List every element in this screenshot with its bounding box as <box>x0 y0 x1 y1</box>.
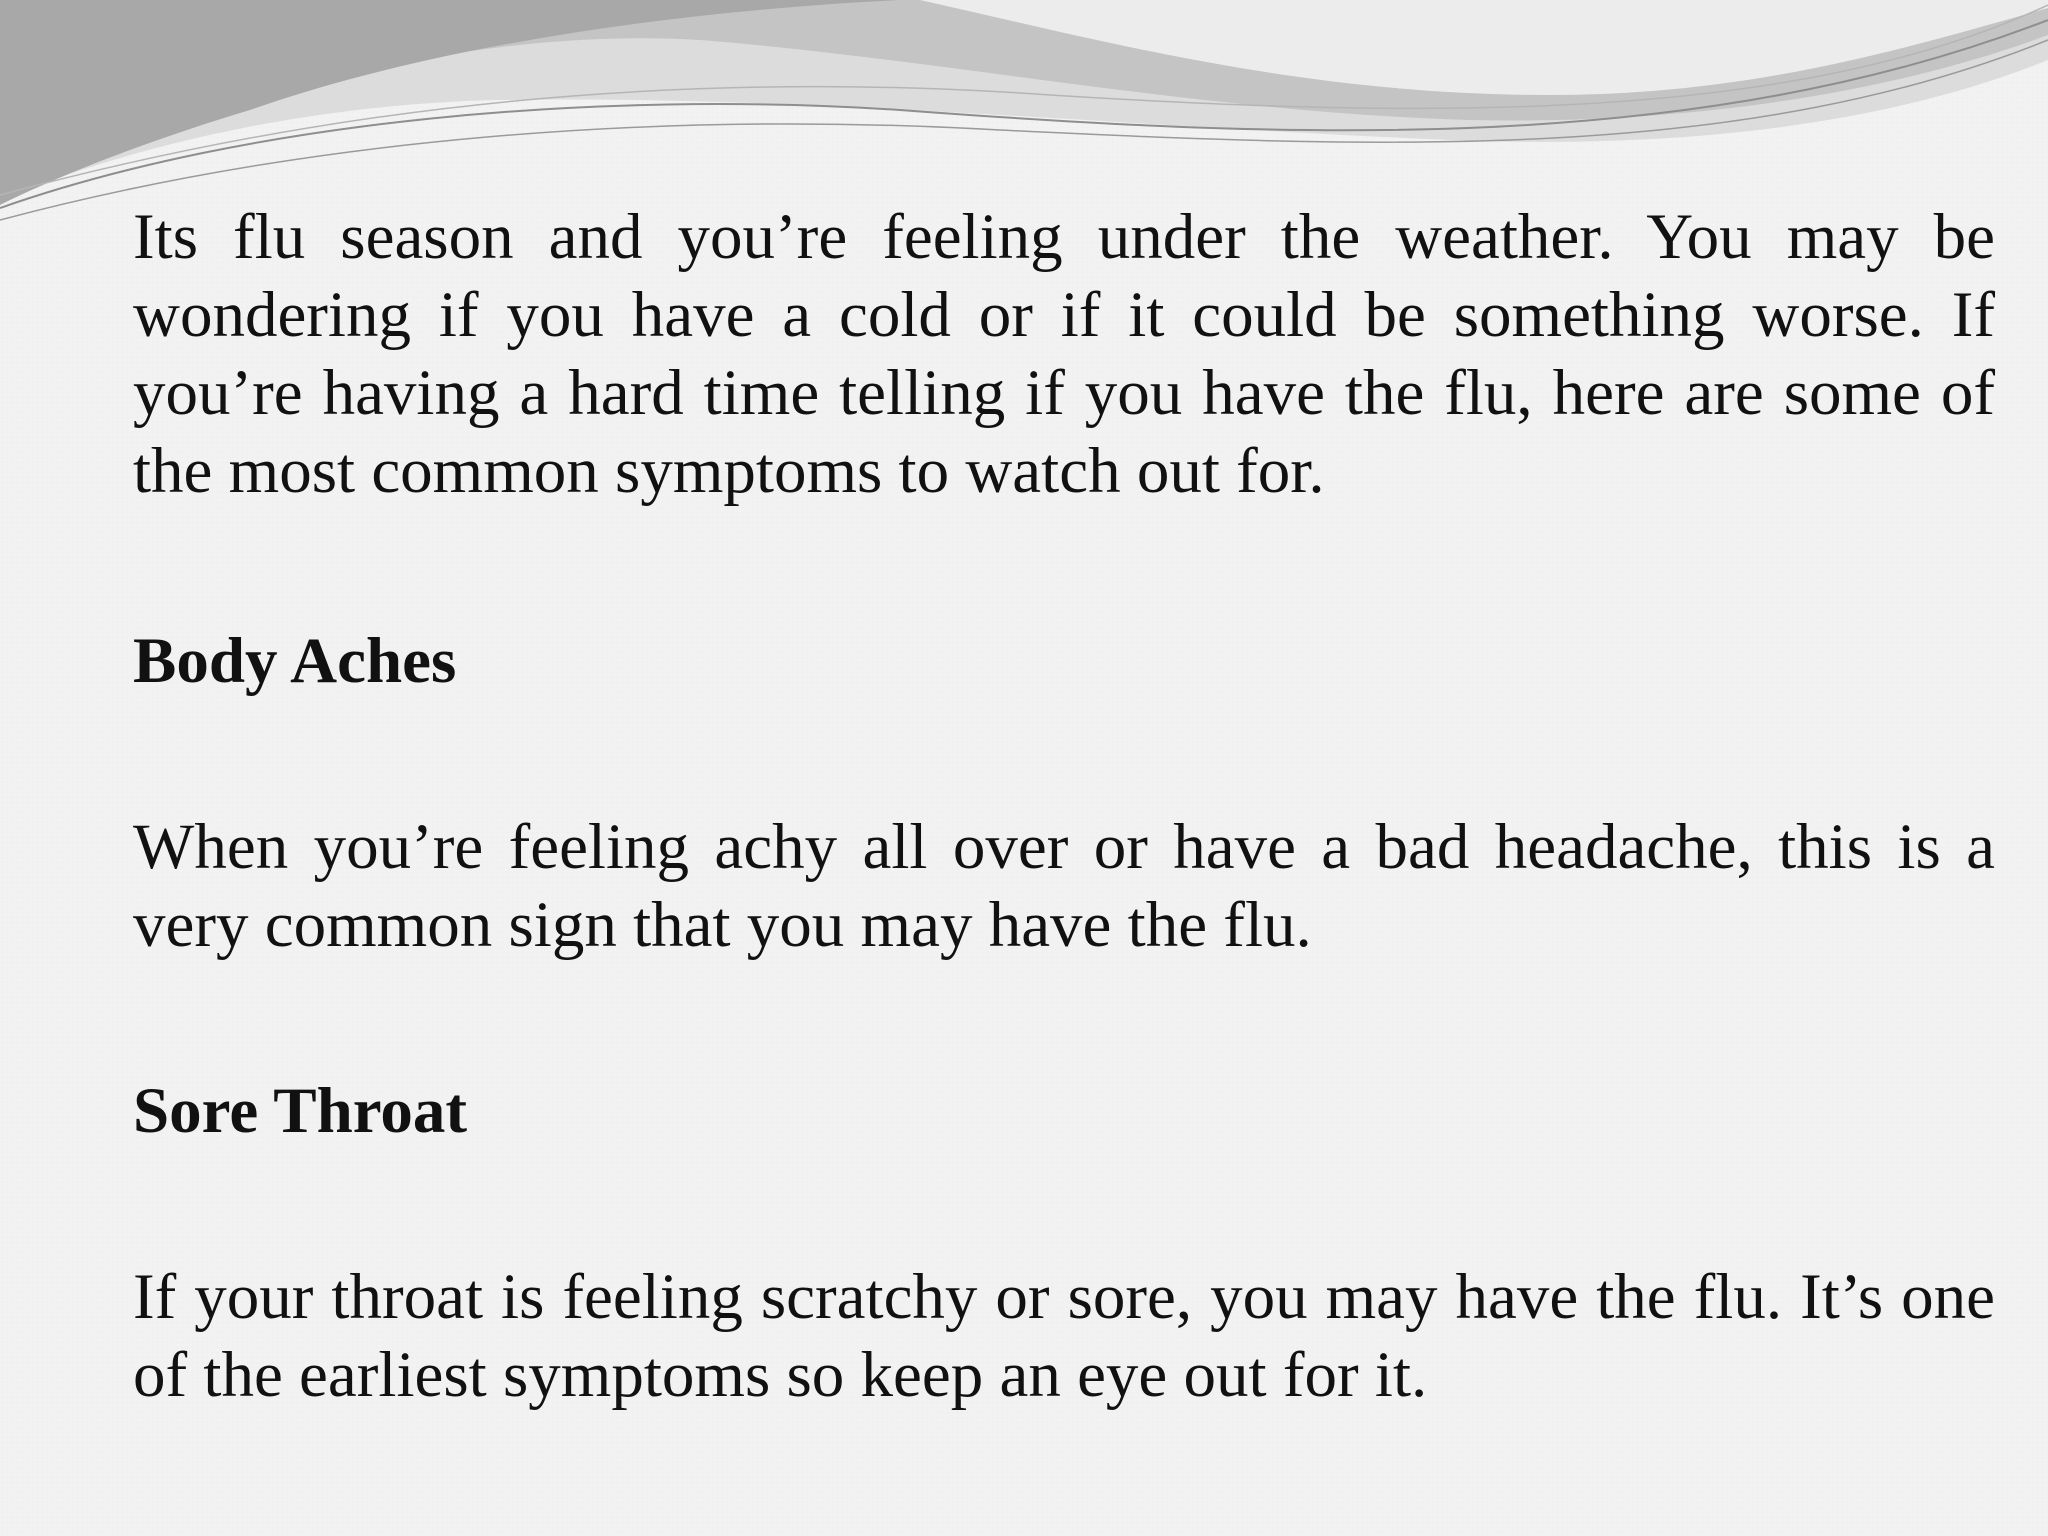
heading-sore-throat: Sore Throat <box>133 1075 468 1147</box>
heading-body-aches: Body Aches <box>133 625 457 697</box>
sore-throat-paragraph: If your throat is feeling scratchy or sore, you may have the flu. It’s one of the earliest symptoms so keep an eye out for it. <box>133 1261 1995 1411</box>
intro-paragraph: Its flu season and you’re feeling under the weather. You may be wondering if you have a cold or if it could be something worse. If you’re having a hard time telling if you have the flu, here are some of the most common symptoms to watch out for. <box>133 201 1995 507</box>
body-aches-paragraph: When you’re feeling achy all over or have a bad headache, this is a very common sign that you may have the flu. <box>133 811 1995 961</box>
slide-content <box>133 198 1995 1414</box>
